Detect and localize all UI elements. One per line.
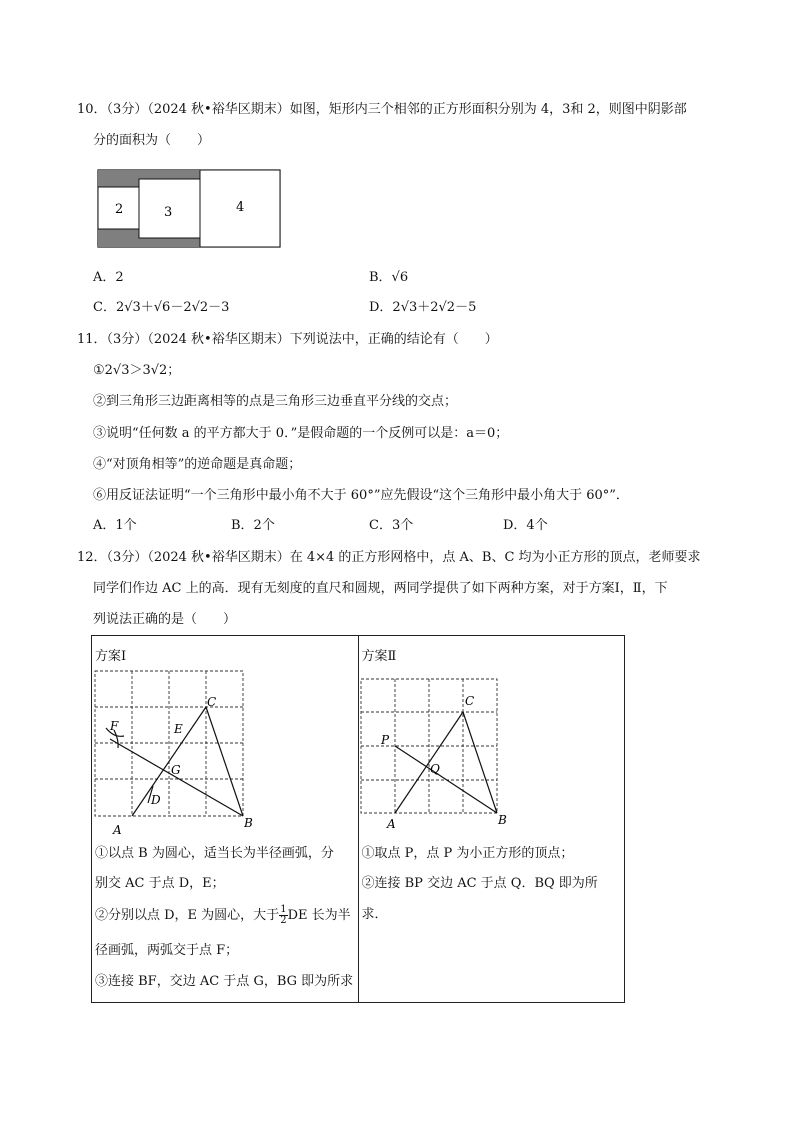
q10-figure [97, 169, 283, 249]
point-label-Q: Q [429, 762, 440, 776]
plan-1-step-2 [95, 904, 351, 926]
point-label-P: P [380, 733, 389, 747]
point-label-C: C [464, 694, 474, 708]
point-label-E: E [174, 722, 183, 736]
q11-item-4: ④“对顶角相等”的逆命题是真命题； [93, 457, 302, 472]
q12-stem-line2: 同学们作边 AC 上的高．现有无刻度的直尺和圆规，两同学提供了如下两种方案，对于方案Ⅰ，Ⅱ，下 [93, 581, 668, 596]
plan-1-title: 方案Ⅰ [95, 649, 127, 664]
plan-2-step-2b: 求． [361, 907, 388, 922]
point-label-F: F [110, 719, 119, 733]
q11-option-b[interactable]: B．2个 [231, 518, 275, 533]
plan-1-step-1a: ①以点 B 为圆心，适当长为半径画弧，分 [95, 846, 334, 861]
q10-option-b[interactable]: B．√6 [369, 270, 409, 285]
plan-1-step-2c: 径画弧，两弧交于点 F； [95, 943, 239, 958]
q11-item-1: ①2√3＞3√2； [93, 363, 181, 378]
q10-option-a[interactable]: A．2 [93, 270, 124, 285]
point-label-B: B [497, 813, 507, 827]
label-4: 4 [236, 200, 245, 215]
q10-option-c[interactable]: C．2√3＋√6－2√2－3 [93, 300, 230, 315]
plan-1-figure [92, 666, 358, 836]
segment-AC [395, 712, 463, 813]
point-label-A: A [113, 823, 122, 836]
q12-stem-line1: 12．（3分）（2024 秋•裕华区期末）在 4×4 的正方形网格中，点 A、B、C 均为小正方形的顶点，老师要求 [77, 550, 701, 565]
q11-item-3: ③说明“任何数 a 的平方都大于 0．”是假命题的一个反例可以是：a＝0； [93, 426, 509, 441]
label-3: 3 [164, 205, 173, 220]
plan-2-step-2a: ②连接 BP 交边 AC 于点 Q．BQ 即为所 [361, 876, 598, 891]
point-label-B: B [244, 816, 253, 830]
q11-option-a[interactable]: A．1个 [93, 518, 137, 533]
q11-stem: 11．（3分）（2024 秋•裕华区期末）下列说法中，正确的结论有（ ） [77, 332, 498, 347]
plan-2-cell [358, 636, 625, 1003]
q10-option-d[interactable]: D．2√3＋2√2－5 [369, 300, 477, 315]
shaded-region-top-mid [139, 170, 200, 179]
segment-BP [395, 746, 497, 813]
segment-CB [463, 712, 497, 813]
plan-2-step-1: ①取点 P，点 P 为小正方形的顶点； [361, 846, 574, 861]
shaded-region-bottom-mid [139, 238, 200, 247]
fraction-one-half: $\frac{1}{2}$ [280, 904, 287, 926]
point-label-A: A [386, 817, 396, 831]
q12-stem-line3: 列说法正确的是（ ） [93, 612, 237, 627]
q11-item-5: ⑥用反证法证明“一个三角形中最小角不大于 60°”应先假设“这个三角形中最小角大于 60°”． [93, 488, 629, 503]
shaded-region-top-left [98, 170, 139, 187]
plan-1-step-2b: DE 长为半 [287, 908, 351, 923]
q11-item-2: ②到三角形三边距离相等的点是三角形三边垂直平分线的交点； [93, 394, 458, 409]
q11-option-c[interactable]: C．3个 [369, 518, 414, 533]
q10-stem-line1: 10．（3分）（2024 秋•裕华区期末）如图，矩形内三个相邻的正方形面积分别为 4，3和 2，则图中阴影部 [77, 102, 687, 117]
plans-table [91, 635, 625, 1003]
plan-2-figure [359, 674, 625, 834]
point-label-C: C [207, 695, 217, 709]
label-2: 2 [115, 202, 124, 217]
shaded-region-bottom-left [98, 229, 139, 247]
point-label-G: G [171, 763, 181, 777]
segment-CB [206, 707, 243, 816]
q10-stem-line2: 分的面积为（ ） [93, 133, 211, 148]
q11-option-d[interactable]: D．4个 [503, 518, 548, 533]
point-label-D: D [151, 793, 161, 807]
plan-1-step-1b: 别交 AC 于点 D，E； [95, 876, 225, 891]
plan-1-step-3: ③连接 BF，交边 AC 于点 G，BG 即为所求 [95, 974, 354, 989]
plan-2-title: 方案Ⅱ [361, 649, 397, 664]
plan-1-step-2a: ②分别以点 D，E 为圆心，大于 [95, 908, 280, 923]
plan-1-cell [92, 636, 359, 1003]
